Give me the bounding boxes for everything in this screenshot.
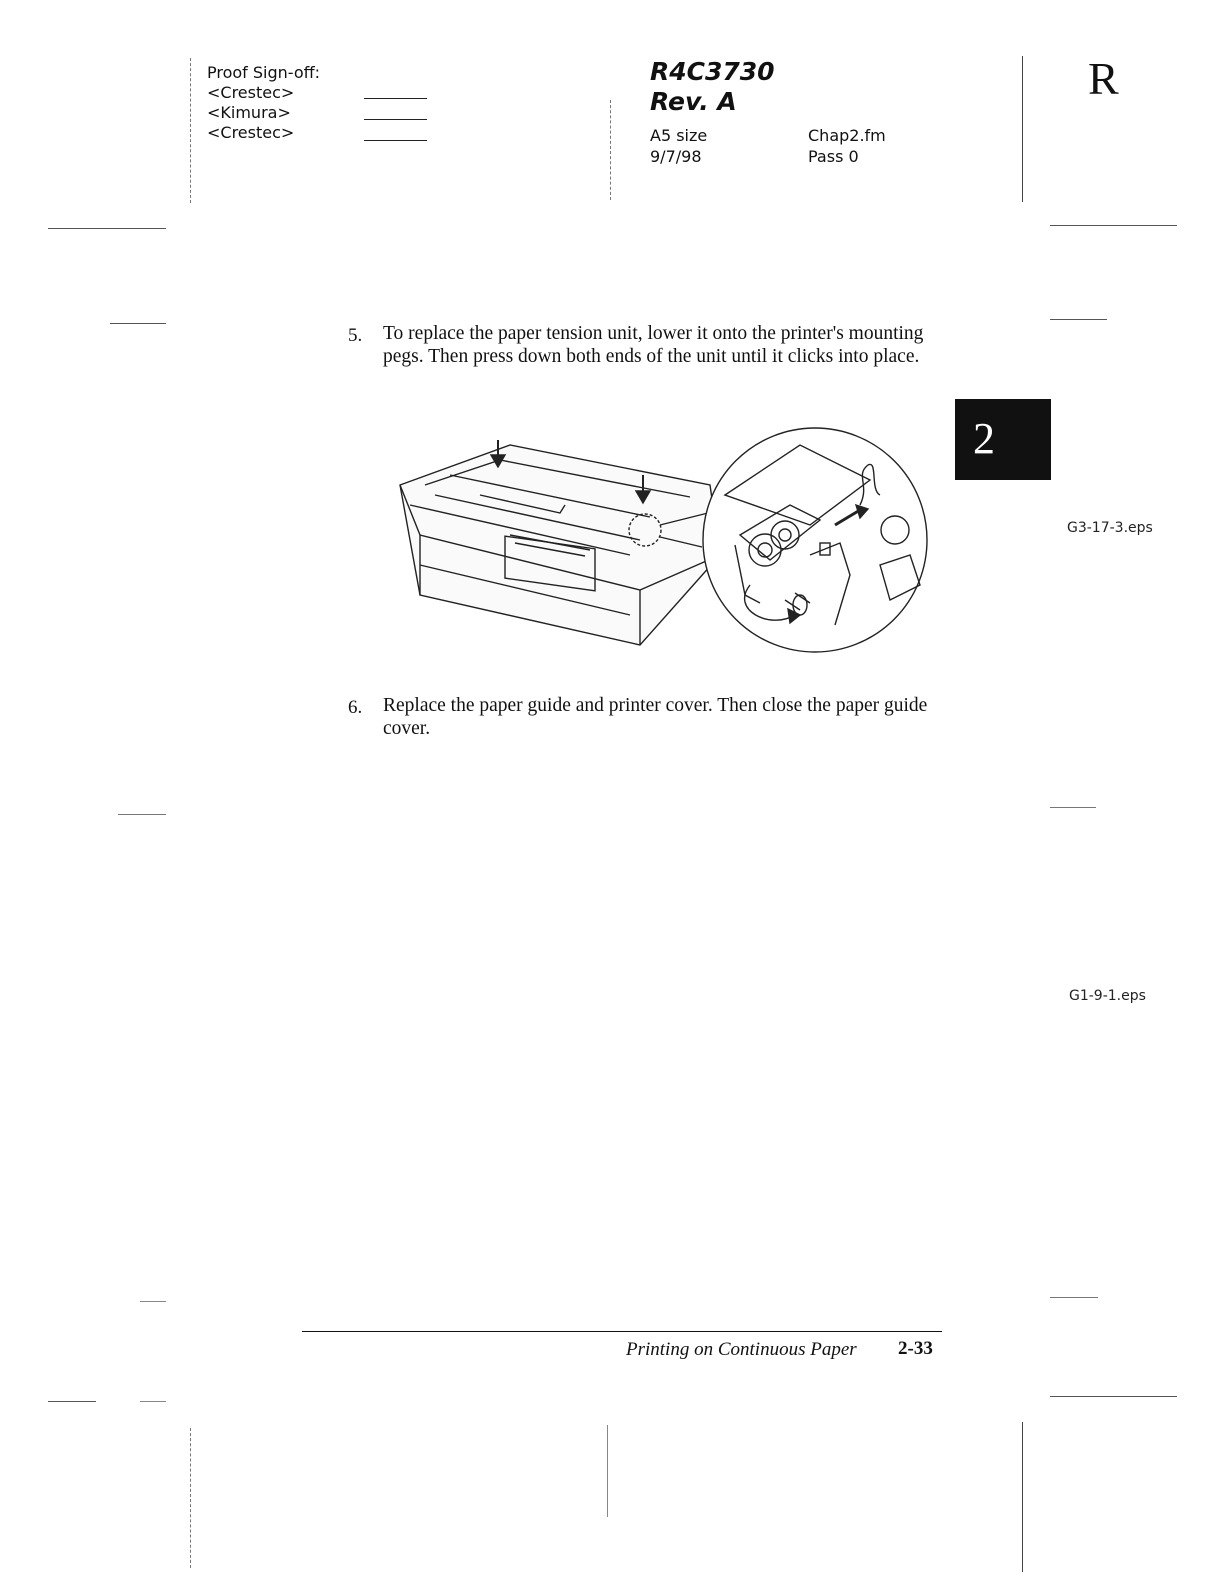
step-text: Replace the paper guide and printer cover. Then close the paper guide cover. bbox=[383, 695, 928, 739]
crop-mark bbox=[1050, 1297, 1098, 1298]
chapter-tab: 2 bbox=[955, 399, 1051, 480]
document-code: R4C3730 bbox=[650, 57, 775, 86]
page-size: A5 size bbox=[650, 126, 708, 145]
proof-signoff-label: Proof Sign-off: bbox=[207, 63, 321, 82]
signoff-line-1 bbox=[364, 98, 427, 99]
footer-section-title: Printing on Continuous Paper bbox=[626, 1339, 857, 1360]
signoff-kimura: <Kimura> bbox=[207, 103, 291, 122]
document-date: 9/7/98 bbox=[650, 147, 702, 166]
signoff-line-3 bbox=[364, 140, 427, 141]
page-number: 2-33 bbox=[898, 1338, 933, 1359]
figure-label: G3-17-3.eps bbox=[1067, 520, 1153, 536]
crop-mark bbox=[1022, 56, 1023, 202]
crop-mark bbox=[140, 1401, 166, 1402]
crop-mark bbox=[1050, 319, 1107, 320]
crop-mark bbox=[610, 100, 611, 200]
revision: Rev. A bbox=[650, 87, 737, 116]
step-number: 5. bbox=[348, 325, 363, 346]
file-name: Chap2.fm bbox=[808, 126, 886, 145]
crop-mark bbox=[607, 1425, 608, 1517]
step-number: 6. bbox=[348, 697, 363, 718]
crop-mark bbox=[118, 814, 166, 815]
printer-tension-unit-illustration bbox=[390, 425, 950, 665]
pass-number: Pass 0 bbox=[808, 147, 859, 166]
crop-mark bbox=[190, 58, 191, 203]
figure-label: G1-9-1.eps bbox=[1069, 988, 1146, 1004]
crop-mark bbox=[48, 228, 166, 229]
crop-mark bbox=[1050, 1396, 1177, 1397]
signoff-line-2 bbox=[364, 119, 427, 120]
crop-mark bbox=[48, 1401, 96, 1402]
crop-mark bbox=[1050, 225, 1177, 226]
crop-mark bbox=[190, 1428, 191, 1568]
crop-mark bbox=[110, 323, 166, 324]
crop-mark bbox=[1050, 807, 1096, 808]
step-text: To replace the paper tension unit, lower it onto the printer's mounting pegs. Then press down both ends of the unit until it clicks into place. bbox=[383, 323, 924, 367]
crop-mark bbox=[140, 1301, 166, 1302]
corner-letter: R bbox=[1088, 53, 1119, 104]
footer-rule bbox=[302, 1331, 942, 1332]
signoff-crestec-1: <Crestec> bbox=[207, 83, 295, 102]
signoff-crestec-2: <Crestec> bbox=[207, 123, 295, 142]
crop-mark bbox=[1022, 1422, 1023, 1572]
